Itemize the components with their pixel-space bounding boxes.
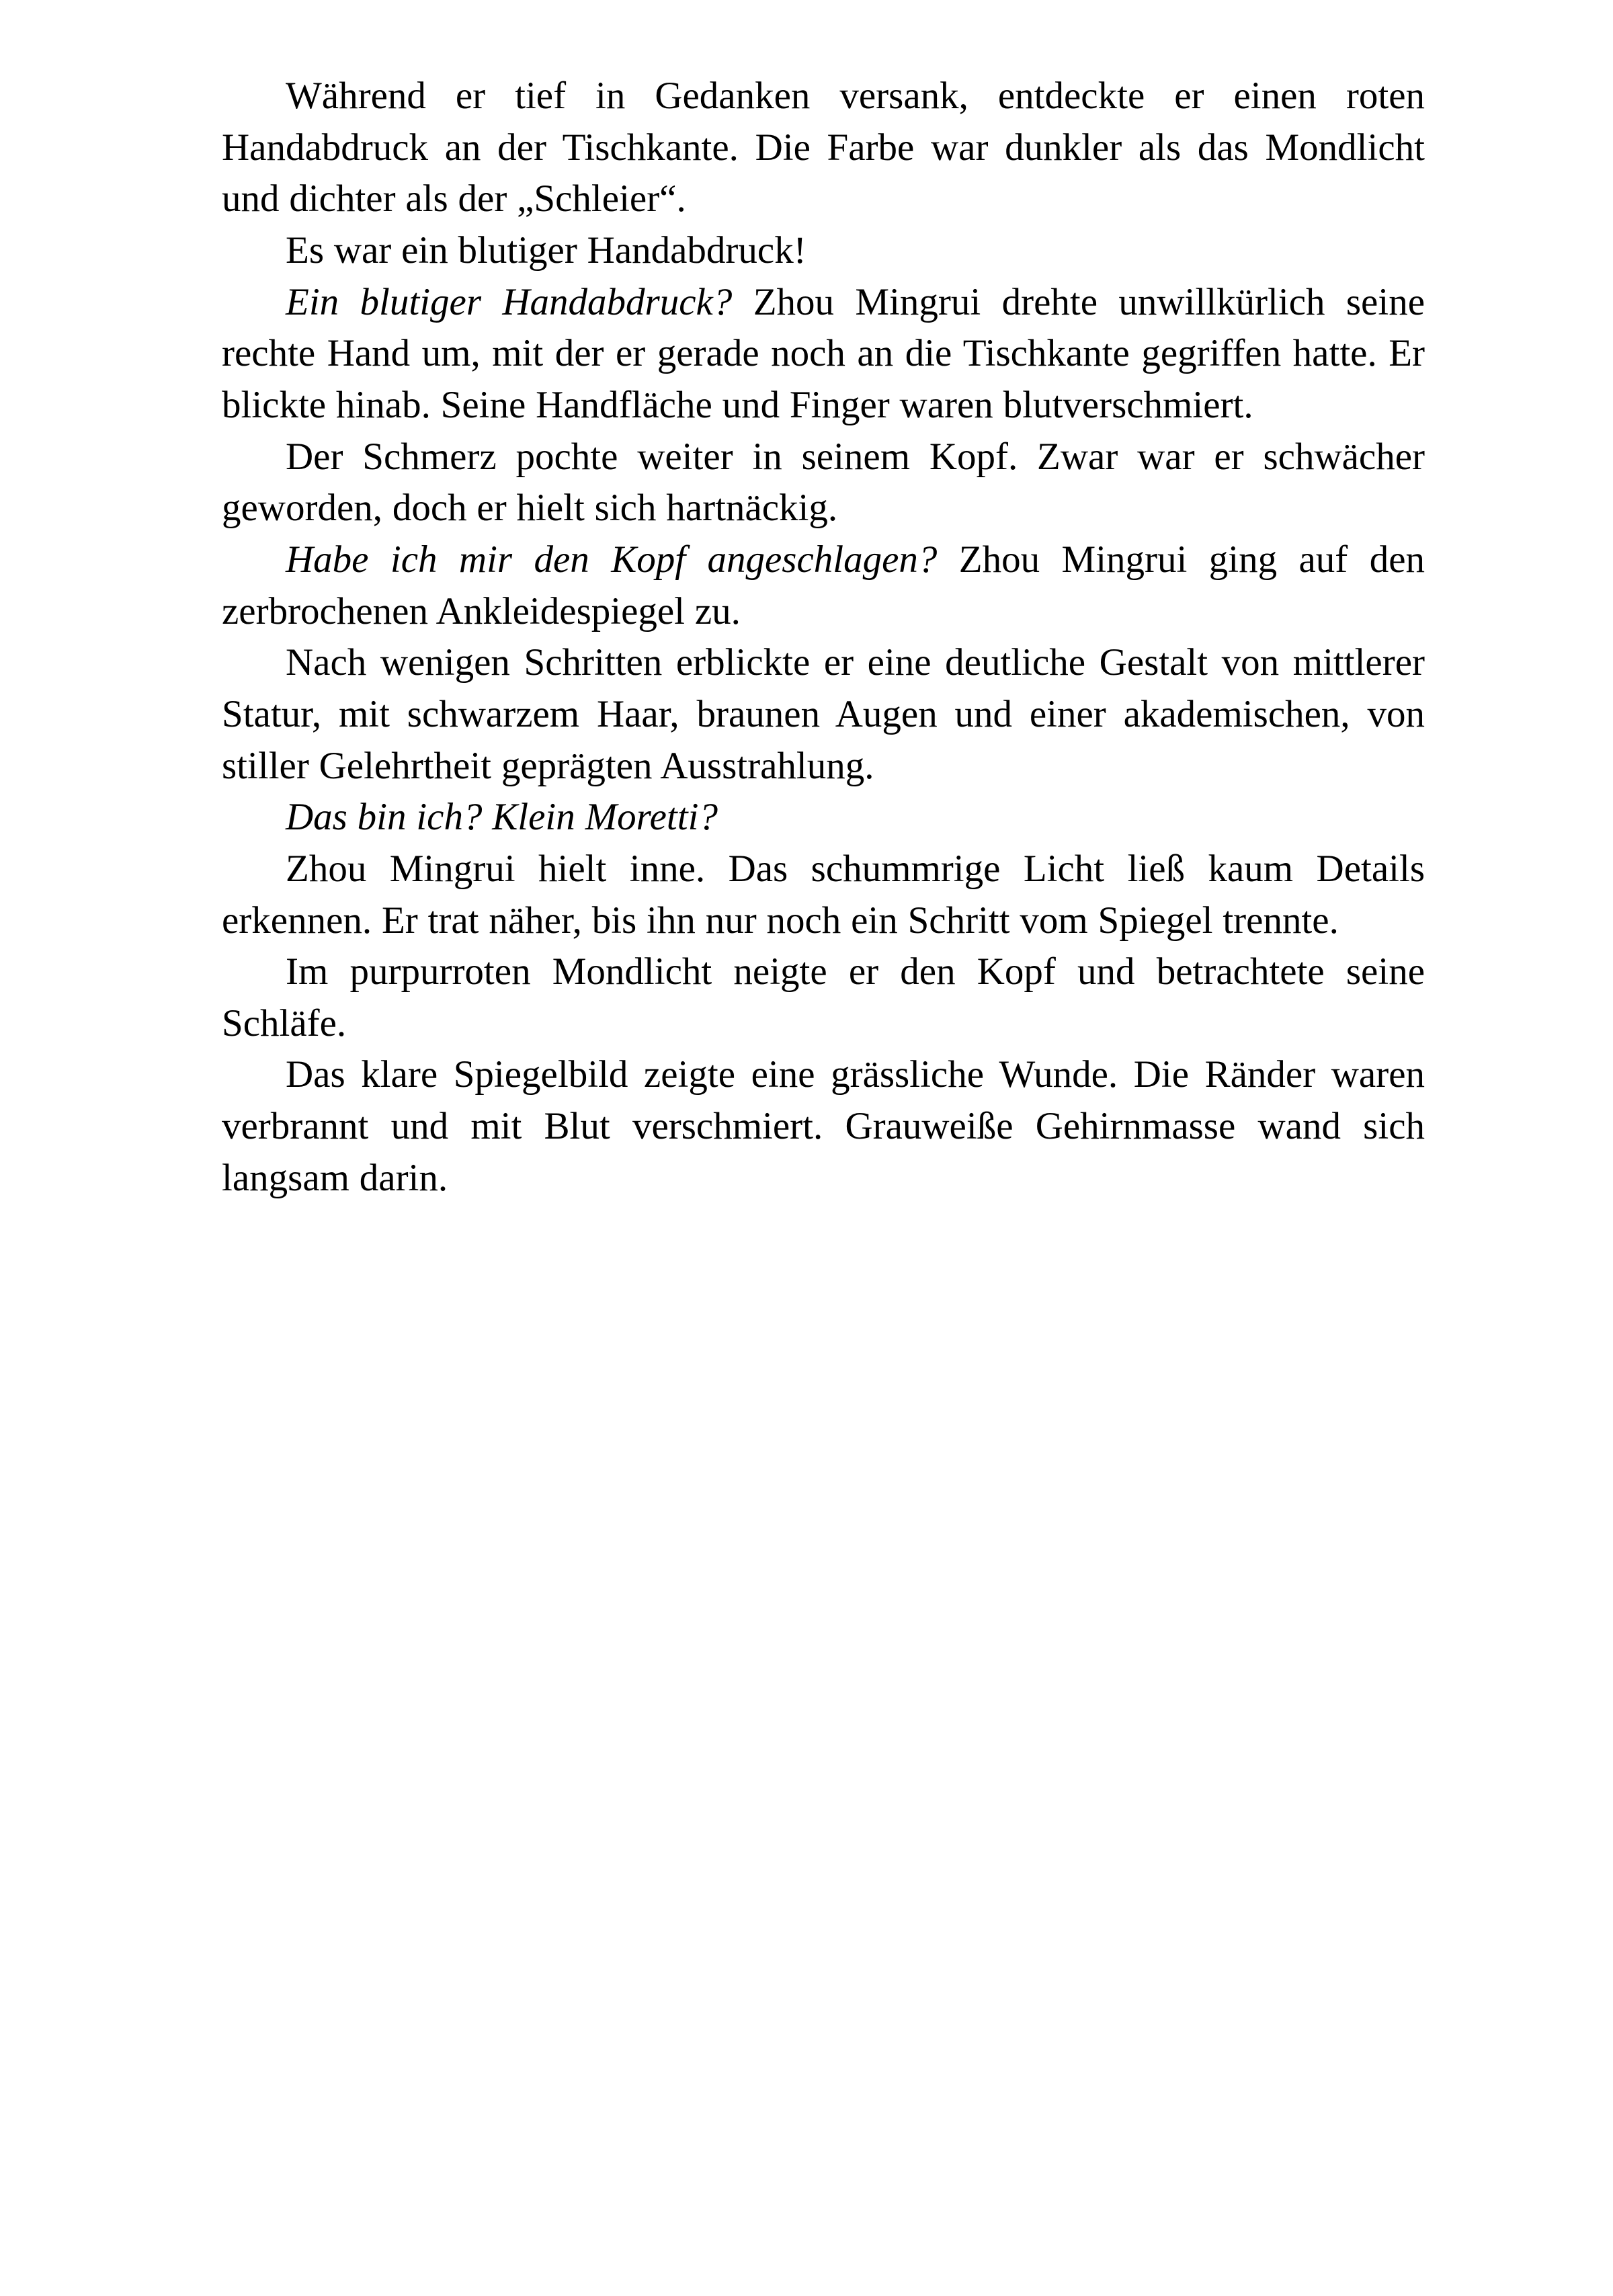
paragraph-text: Der Schmerz pochte weiter in seinem Kopf. Zwar war er schwächer geworden, doch er hielt sich hartnäckig. — [222, 435, 1425, 530]
paragraph-text: Zhou Mingrui drehte unwillkürlich seine rechte Hand um, mit der er gerade noch an die Tischkante gegriffen hatte. Er blickte hinab. Seine Handfläche und Finger waren blutverschmiert. — [222, 280, 1425, 426]
paragraph — [222, 637, 1425, 792]
paragraph — [222, 1049, 1425, 1204]
paragraph-text: Zhou Mingrui ging auf den zerbrochenen Ankleidespiegel zu. — [222, 538, 1425, 632]
paragraph-italic-lead: Habe ich mir den Kopf angeschlagen? — [286, 538, 938, 581]
paragraph-text: Es war ein blutiger Handabdruck! — [286, 229, 806, 272]
paragraph — [222, 946, 1425, 1049]
paragraph-italic-lead: Ein blutiger Handabdruck? — [286, 280, 733, 323]
paragraph-italic-lead: Das bin ich? Klein Moretti? — [286, 796, 718, 839]
page-text-column — [222, 71, 1425, 1204]
paragraph-text: Das klare Spiegelbild zeigte eine grässliche Wunde. Die Ränder waren verbrannt und mit Blut verschmiert. Grauweiße Gehirnmasse wand sich langsam darin. — [222, 1053, 1425, 1199]
paragraph — [222, 792, 1425, 844]
paragraph — [222, 277, 1425, 432]
paragraph — [222, 432, 1425, 534]
paragraph — [222, 71, 1425, 225]
paragraph-text: Während er tief in Gedanken versank, entdeckte er einen roten Handabdruck an der Tischkante. Die Farbe war dunkler als das Mondlicht und dichter als der „Schleier“. — [222, 75, 1425, 220]
paragraph — [222, 225, 1425, 277]
paragraph-text: Zhou Mingrui hielt inne. Das schummrige Licht ließ kaum Details erkennen. Er trat näher, bis ihn nur noch ein Schritt vom Spiegel trennte. — [222, 847, 1425, 942]
paragraph-text: Im purpurroten Mondlicht neigte er den Kopf und betrachtete seine Schläfe. — [222, 950, 1425, 1044]
paragraph — [222, 534, 1425, 637]
paragraph-text: Nach wenigen Schritten erblickte er eine deutliche Gestalt von mittlerer Statur, mit schwarzem Haar, braunen Augen und einer akademischen, von stiller Gelehrtheit geprägten Ausstrahlung. — [222, 641, 1425, 787]
paragraph — [222, 844, 1425, 946]
